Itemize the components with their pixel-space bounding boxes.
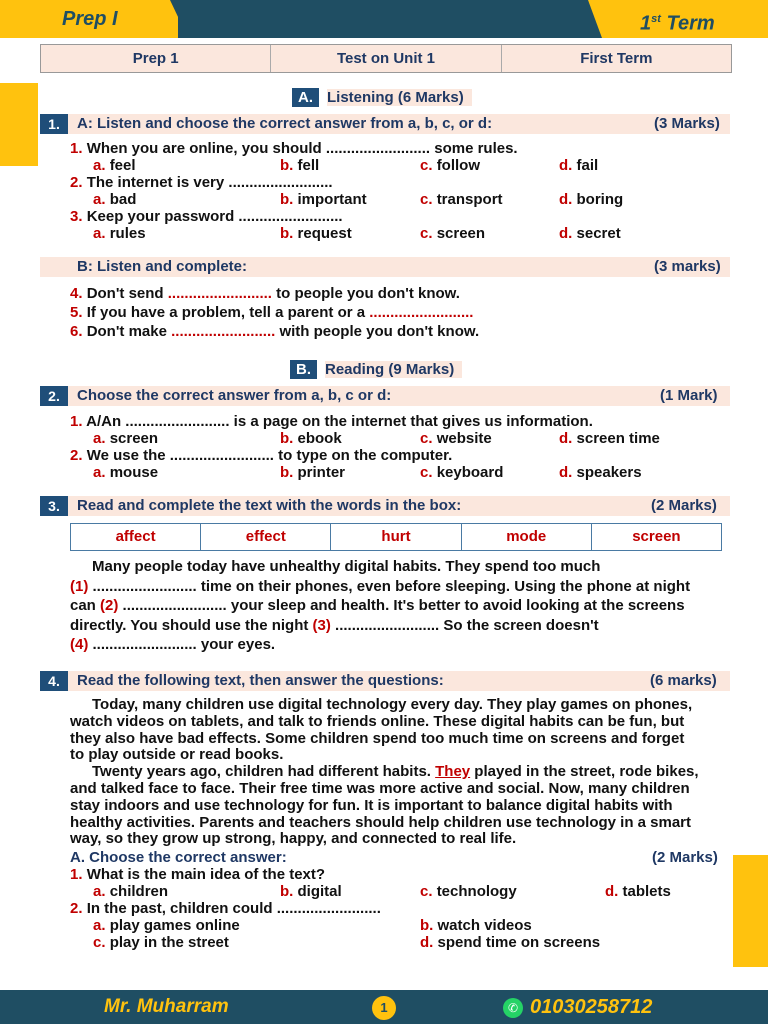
option: d. fail	[559, 157, 599, 174]
q3-passage	[70, 557, 725, 655]
q1b-item: 5. If you have a problem, tell a parent or a .........................	[70, 304, 474, 321]
q1-number: 1.	[40, 114, 68, 134]
option: c. play in the street	[93, 934, 229, 951]
option: a. rules	[93, 225, 146, 242]
option: b. digital	[280, 883, 342, 900]
passage-line: to play outside or read books.	[70, 746, 284, 764]
q4-passage	[70, 697, 725, 848]
option: a. feel	[93, 157, 136, 174]
option: c. follow	[420, 157, 481, 174]
right-accent-bar	[733, 855, 768, 967]
option: d. boring	[559, 191, 624, 208]
page-number: 1	[372, 996, 396, 1020]
q4-title: Read the following text, then answer the questions:	[77, 672, 444, 689]
q1-item-1-stem: 1. When you are online, you should ......................... some rules.	[70, 140, 518, 157]
option: d. spend time on screens	[420, 934, 601, 951]
footer-author: Mr. Muharram	[104, 996, 229, 1017]
option: d. tablets	[605, 883, 671, 900]
footer-phone: 01030258712	[530, 996, 653, 1018]
q3-line: (4) ......................... your eyes.	[70, 636, 276, 653]
option: c. technology	[420, 883, 517, 900]
passage-line: Today, many children use digital technology every day. They play games on phones,	[92, 696, 693, 713]
q2-title: Choose the correct answer from a, b, c or d:	[77, 387, 392, 404]
q1-item-3-stem: 3. Keep your password .........................	[70, 208, 343, 225]
option: d. secret	[559, 225, 621, 242]
q2-marks: (1 Mark)	[660, 387, 718, 404]
q4a-item-2-stem: 2. In the past, children could .........................	[70, 900, 381, 917]
q3-number: 3.	[40, 496, 68, 516]
option: c. website	[420, 430, 492, 447]
word-box-item: affect	[71, 524, 201, 550]
passage-line: Twenty years ago, children had different habits. They played in the street, rode bikes,	[92, 763, 699, 781]
passage-line: watch videos on tablets, and talk to friends online. These digital habits can be fun, but	[70, 712, 685, 730]
q1b-item: 4. Don't send ......................... to people you don't know.	[70, 285, 460, 302]
option: b. important	[280, 191, 367, 208]
option: b. printer	[280, 464, 346, 481]
passage-line: and talked face to face. Their free time was more active and social. Now, many children	[70, 779, 690, 797]
q3-line: can (2) ......................... your sleep and health. It's better to avoid looking at the screens	[70, 597, 685, 614]
info-table	[40, 44, 732, 73]
q1b-item: 6. Don't make ......................... with people you don't know.	[70, 323, 480, 340]
header-left-label: Prep I	[62, 8, 118, 30]
option: a. screen	[93, 430, 159, 447]
q4a-marks: (2 Marks)	[652, 849, 718, 866]
option: d. speakers	[559, 464, 642, 481]
left-accent-bar	[0, 83, 38, 166]
option: b. request	[280, 225, 352, 242]
section-b-title: B. Reading (9 Marks)	[290, 360, 462, 379]
option: a. play games online	[93, 917, 240, 934]
q1-item-2-stem: 2. The internet is very .........................	[70, 174, 333, 191]
passage-line: way, so they grow up strong, happy, and connected to real life.	[70, 830, 517, 848]
q3-line: directly. You should use the night (3) ......................... So the screen doesn't	[70, 616, 599, 634]
option: c. transport	[420, 191, 503, 208]
info-cell: First Term	[580, 50, 653, 67]
option: d. screen time	[559, 430, 660, 447]
q2-item-1-stem: 1. A/An ......................... is a page on the internet that gives us information.	[70, 413, 593, 430]
passage-line: healthy activities. Parents and teachers should help children use technology in a smart	[70, 813, 692, 831]
q1b-marks: (3 marks)	[654, 258, 721, 275]
q1-title: A: Listen and choose the correct answer from a, b, c, or d:	[77, 115, 493, 132]
option: c. screen	[420, 225, 486, 242]
passage-line: stay indoors and use technology for fun. It is important to balance digital habits with	[70, 796, 673, 814]
q3-line: Many people today have unhealthy digital habits. They spend too much	[92, 558, 601, 575]
word-box-item: effect	[201, 524, 331, 550]
q3-title: Read and complete the text with the words in the box:	[77, 497, 462, 514]
info-cell: Test on Unit 1	[271, 45, 501, 72]
whatsapp-icon: ✆	[503, 998, 523, 1018]
header-right-label: 1st Term	[640, 12, 715, 35]
word-box-item: screen	[632, 528, 681, 545]
option: b. watch videos	[420, 917, 532, 934]
section-a-title: A. Listening (6 Marks)	[292, 88, 472, 107]
option: b. ebook	[280, 430, 342, 447]
passage-line: they also have bad effects. Some children spend too much time on screens and forget	[70, 729, 685, 747]
q3-marks: (2 Marks)	[651, 497, 717, 514]
q4-marks: (6 marks)	[650, 672, 717, 689]
q1b-title: B: Listen and complete:	[77, 258, 248, 275]
option: a. children	[93, 883, 169, 900]
option: c. keyboard	[420, 464, 504, 481]
q3-line: (1) ......................... time on their phones, even before sleeping. Using the phone at night	[70, 577, 691, 595]
option: a. bad	[93, 191, 137, 208]
q2-number: 2.	[40, 386, 68, 406]
option: a. mouse	[93, 464, 159, 481]
info-cell: Prep 1	[41, 45, 271, 72]
q2-item-2-stem: 2. We use the ......................... to type on the computer.	[70, 447, 453, 464]
q4a-item-1-stem: 1. What is the main idea of the text?	[70, 866, 326, 883]
q1-marks: (3 Marks)	[654, 115, 720, 132]
q4a-title: A. Choose the correct answer:	[70, 849, 287, 866]
option: b. fell	[280, 157, 320, 174]
word-box	[70, 523, 722, 551]
word-box-item: hurt	[331, 524, 461, 550]
word-box-item: mode	[462, 524, 592, 550]
q4-number: 4.	[40, 671, 68, 691]
